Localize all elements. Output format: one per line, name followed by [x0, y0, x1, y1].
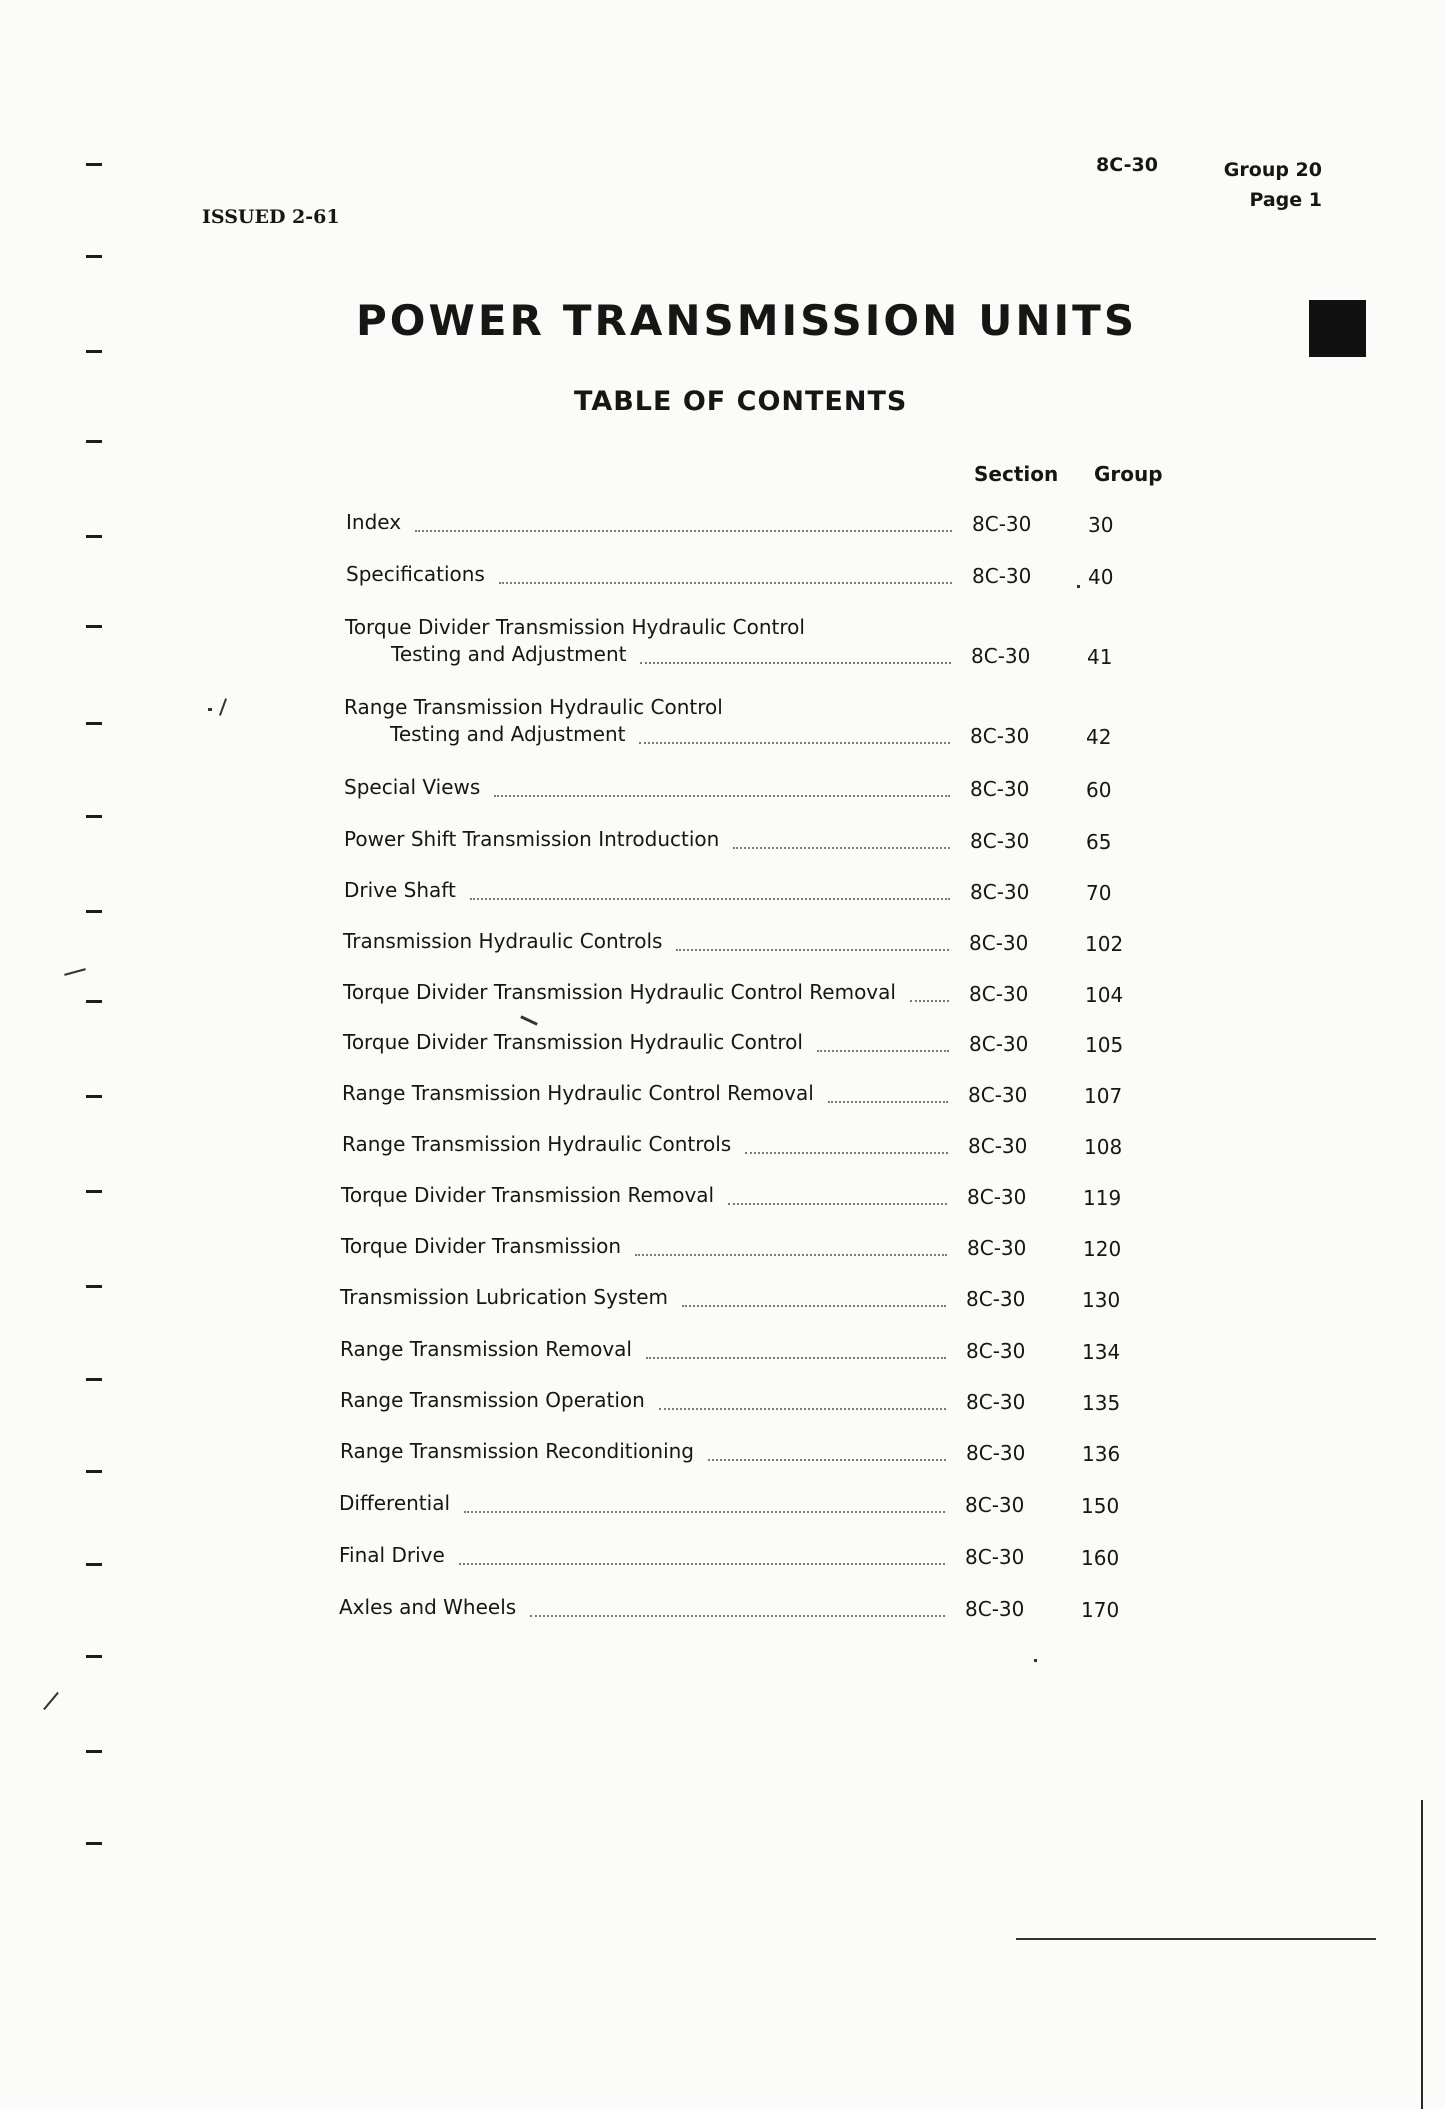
toc-entry-title: Torque Divider Transmission Hydraulic Control	[345, 615, 805, 639]
toc-entry-section: 8C-30	[965, 1545, 1025, 1569]
binder-hole-mark	[86, 1095, 102, 1098]
toc-dot-leader	[494, 795, 950, 797]
toc-dot-leader	[728, 1203, 947, 1205]
header-group-page	[1210, 155, 1322, 215]
toc-entry-group: 130	[1082, 1288, 1121, 1312]
binder-hole-mark	[86, 815, 102, 818]
toc-entry-group: 160	[1081, 1546, 1120, 1570]
toc-entry-title: Range Transmission Hydraulic Controls	[342, 1132, 732, 1156]
toc-entry-group: 60	[1086, 778, 1112, 802]
toc-dot-leader	[745, 1152, 948, 1154]
stray-mark	[208, 708, 212, 711]
toc-entry-group: 42	[1086, 725, 1112, 749]
binder-hole-mark	[86, 1563, 102, 1566]
toc-dot-leader	[676, 949, 949, 951]
binder-hole-mark	[86, 1285, 102, 1288]
toc-entry-section: 8C-30	[966, 1441, 1026, 1465]
toc-entry-group: 119	[1083, 1186, 1122, 1210]
toc-entry-title: Transmission Lubrication System	[340, 1285, 668, 1309]
toc-entry-title: Differential	[339, 1491, 451, 1515]
toc-dot-leader	[817, 1050, 949, 1052]
title-word-2: TRANSMISSION	[562, 296, 961, 345]
title-word-1: POWER	[356, 296, 545, 345]
toc-entry-title: Power Shift Transmission Introduction	[344, 827, 720, 851]
header-group: Group 20	[1223, 159, 1322, 181]
page-edge-shadow	[1421, 1800, 1423, 2109]
toc-dot-leader	[682, 1305, 946, 1307]
toc-entry-subtitle: Testing and Adjustment	[391, 642, 627, 666]
binder-hole-mark	[86, 1190, 102, 1193]
toc-entry-group: 105	[1085, 1033, 1124, 1057]
toc-entry-section: 8C-30	[966, 1339, 1026, 1363]
toc-entry-title: Torque Divider Transmission Hydraulic Control	[343, 1030, 803, 1054]
toc-entry-section: 8C-30	[971, 644, 1031, 668]
toc-entry-subtitle: Testing and Adjustment	[390, 722, 626, 746]
bottom-rule	[1016, 1938, 1376, 1940]
binder-hole-mark	[86, 163, 102, 166]
issued-date: ISSUED 2-61	[202, 206, 340, 228]
toc-dot-leader	[499, 582, 952, 584]
stray-mark	[520, 1015, 538, 1025]
stray-mark	[219, 698, 227, 716]
page-title	[356, 296, 1137, 345]
toc-entry-title: Range Transmission Operation	[340, 1388, 645, 1412]
toc-entry-section: 8C-30	[969, 982, 1029, 1006]
toc-dot-leader	[635, 1254, 947, 1256]
toc-entry-title: Index	[346, 510, 402, 534]
toc-entry-section: 8C-30	[969, 1032, 1029, 1056]
toc-entry-section: 8C-30	[972, 564, 1032, 588]
toc-entry-group: 150	[1081, 1494, 1120, 1518]
toc-entry-section: 8C-30	[970, 829, 1030, 853]
toc-entry-section: 8C-30	[967, 1185, 1027, 1209]
toc-entry-title: Torque Divider Transmission Removal	[341, 1183, 715, 1207]
toc-entry-group: 136	[1082, 1442, 1121, 1466]
toc-entry-section: 8C-30	[968, 1083, 1028, 1107]
toc-entry-section: 8C-30	[970, 880, 1030, 904]
binder-hole-mark	[86, 1655, 102, 1658]
toc-dot-leader	[910, 1000, 949, 1002]
toc-entry-group: 107	[1084, 1084, 1123, 1108]
toc-entry-title: Torque Divider Transmission Hydraulic Control Removal	[343, 980, 896, 1004]
toc-dot-leader	[708, 1459, 946, 1461]
toc-dot-leader	[828, 1101, 948, 1103]
toc-dot-leader	[459, 1563, 945, 1565]
title-word-3: UNITS	[978, 296, 1138, 345]
toc-dot-leader	[464, 1511, 945, 1513]
stray-mark	[1034, 1659, 1037, 1662]
binder-hole-mark	[86, 440, 102, 443]
column-header-section: Section	[974, 462, 1059, 486]
binder-hole-mark	[86, 1750, 102, 1753]
toc-dot-leader	[639, 742, 950, 744]
toc-entry-section: 8C-30	[965, 1597, 1025, 1621]
toc-entry-title: Range Transmission Removal	[340, 1337, 632, 1361]
stray-mark	[43, 1692, 59, 1710]
header-page: Page 1	[1249, 189, 1322, 211]
binder-hole-mark	[86, 910, 102, 913]
toc-dot-leader	[646, 1357, 946, 1359]
binder-hole-mark	[86, 1000, 102, 1003]
toc-entry-group: 104	[1085, 983, 1124, 1007]
toc-entry-title: Axles and Wheels	[339, 1595, 517, 1619]
toc-entry-section: 8C-30	[966, 1390, 1026, 1414]
toc-dot-leader	[415, 530, 952, 532]
toc-entry-group: 108	[1084, 1135, 1123, 1159]
toc-entry-section: 8C-30	[969, 931, 1029, 955]
toc-entry-section: 8C-30	[970, 777, 1030, 801]
toc-entry-group: 40	[1088, 565, 1114, 589]
toc-entry-section: 8C-30	[970, 724, 1030, 748]
toc-entry-title: Range Transmission Reconditioning	[340, 1439, 695, 1463]
binder-hole-mark	[86, 1378, 102, 1381]
toc-dot-leader	[530, 1615, 945, 1617]
toc-entry-group: 65	[1086, 830, 1112, 854]
binder-hole-mark	[86, 1842, 102, 1845]
toc-entry-title: Drive Shaft	[344, 878, 456, 902]
toc-entry-group: 30	[1088, 513, 1114, 537]
toc-entry-group: 102	[1085, 932, 1124, 956]
toc-entry-title: Specifications	[346, 562, 485, 586]
toc-dot-leader	[470, 898, 950, 900]
toc-entry-section: 8C-30	[965, 1493, 1025, 1517]
toc-entry-title: Special Views	[344, 775, 481, 799]
toc-dot-leader	[659, 1408, 946, 1410]
section-index-tab	[1309, 300, 1366, 357]
stray-mark	[64, 968, 86, 976]
toc-entry-title: Torque Divider Transmission	[341, 1234, 622, 1258]
stray-mark	[1077, 585, 1080, 588]
toc-entry-section: 8C-30	[966, 1287, 1026, 1311]
toc-entry-title: Range Transmission Hydraulic Control Removal	[342, 1081, 814, 1105]
toc-entry-section: 8C-30	[972, 512, 1032, 536]
toc-entry-group: 70	[1086, 881, 1112, 905]
binder-hole-mark	[86, 535, 102, 538]
toc-dot-leader	[640, 662, 951, 664]
toc-entry-title: Range Transmission Hydraulic Control	[344, 695, 723, 719]
column-header-group: Group	[1094, 462, 1163, 486]
binder-hole-mark	[86, 625, 102, 628]
toc-entry-group: 134	[1082, 1340, 1121, 1364]
binder-hole-mark	[86, 722, 102, 725]
page-subtitle: TABLE OF CONTENTS	[574, 386, 908, 417]
toc-entry-title: Final Drive	[339, 1543, 445, 1567]
binder-hole-mark	[86, 255, 102, 258]
toc-dot-leader	[733, 847, 950, 849]
binder-hole-mark	[86, 1470, 102, 1473]
header-section-number: 8C-30	[1096, 154, 1158, 176]
binder-hole-mark	[86, 350, 102, 353]
toc-entry-group: 135	[1082, 1391, 1121, 1415]
toc-entry-group: 120	[1083, 1237, 1122, 1261]
toc-entry-title: Transmission Hydraulic Controls	[343, 929, 663, 953]
toc-entry-group: 170	[1081, 1598, 1120, 1622]
toc-entry-section: 8C-30	[967, 1236, 1027, 1260]
toc-entry-group: 41	[1087, 645, 1113, 669]
toc-entry-section: 8C-30	[968, 1134, 1028, 1158]
